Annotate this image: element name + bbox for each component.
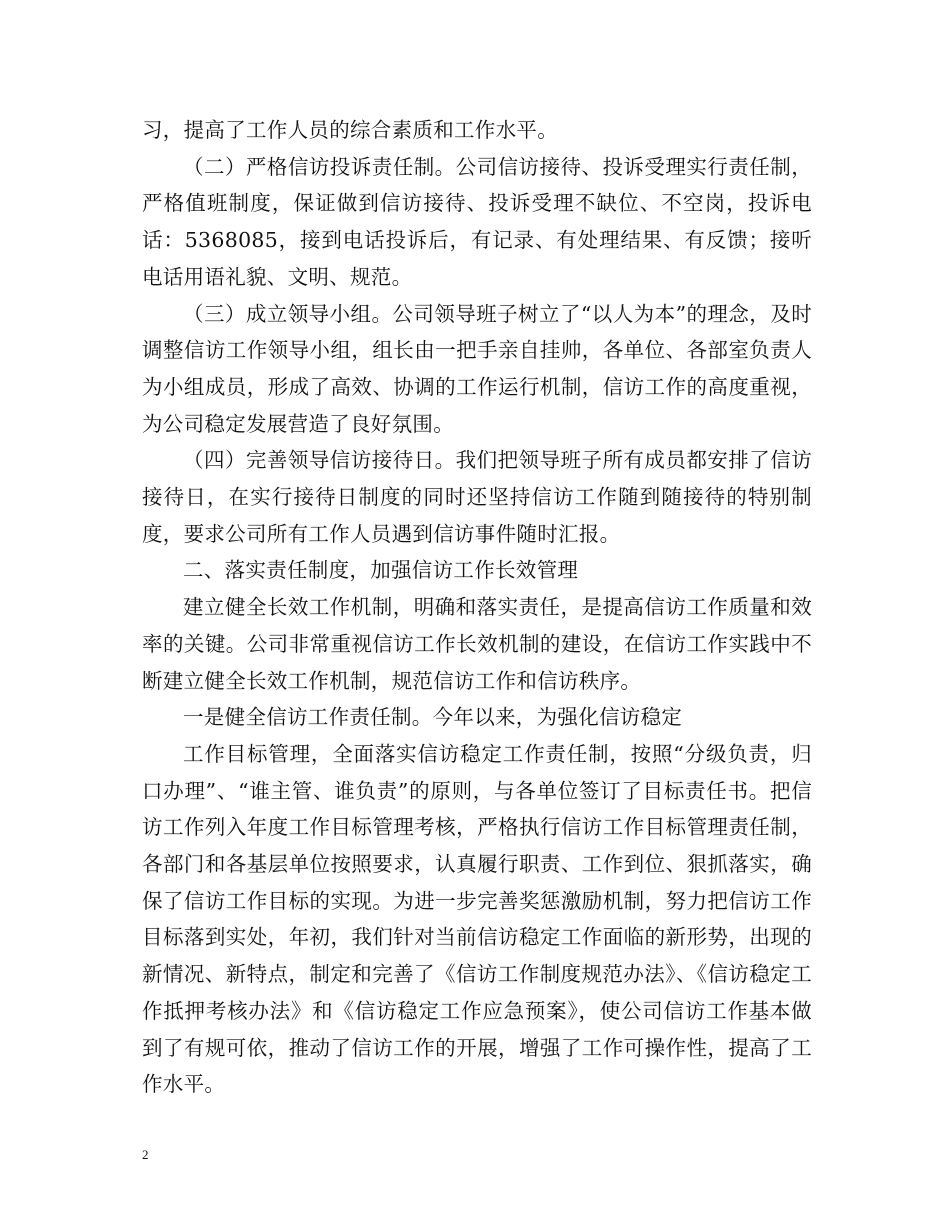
paragraph-leadership-group: （三）成立领导小组。公司领导班子树立了“以人为本”的理念，及时调整信访工作领导小组，组长由一把手亲自挂帅，各单位、各部室负责人为小组成员，形成了高效、协调的工作运行机制，信访工作的高度重视，为公司稳定发展营造了良好氛围。 (142, 301, 812, 436)
document-body (142, 112, 812, 1103)
paragraph-target-management: 工作目标管理，全面落实信访稳定工作责任制，按照“分级负责，归口办理”、“谁主管、谁负责”的原则，与各单位签订了目标责任书。把信访工作列入年度工作目标管理考核，严格执行信访工作目标管理责任制，各部门和各基层单位按照要求，认真履行职责、工作到位、狠抓落实，确保了信访工作目标的实现。为进一步完善奖惩激励机制，努力把信访工作目标落到实处，年初，我们针对当前信访稳定工作面临的新形势，出现的新情况、新特点，制定和完善了《信访工作制度规范办法》、《信访稳定工作抵押考核办法》和《信访稳定工作应急预案》，使公司信访工作基本做到了有规可依，推动了信访工作的开展，增强了工作可操作性，提高了工作水平。 (142, 741, 812, 1097)
paragraph-complaint-responsibility: （二）严格信访投诉责任制。公司信访接待、投诉受理实行责任制，严格值班制度，保证做到信访接待、投诉受理不缺位、不空岗，投诉电话：5368085，接到电话投诉后，有记录、有处理结果、有反馈；接听电话用语礼貌、文明、规范。 (142, 154, 812, 289)
paragraph-long-term-mechanism: 建立健全长效工作机制，明确和落实责任，是提高信访工作质量和效率的关键。公司非常重视信访工作长效机制的建设，在信访工作实践中不断建立健全长效工作机制，规范信访工作和信访秩序。 (142, 595, 812, 693)
page-number: 2 (142, 1147, 149, 1162)
paragraph-continuation: 习，提高了工作人员的综合素质和工作水平。 (142, 118, 558, 142)
paragraph-reception-day: （四）完善领导信访接待日。我们把领导班子所有成员都安排了信访接待日，在实行接待日制度的同时还坚持信访工作随到随接待的特别制度，要求公司所有工作人员遇到信访事件随时汇报。 (142, 448, 812, 546)
section-heading: 二、落实责任制度，加强信访工作长效管理 (183, 558, 579, 583)
paragraph-responsibility-system: 一是健全信访工作责任制。今年以来，为强化信访稳定 (183, 705, 683, 730)
